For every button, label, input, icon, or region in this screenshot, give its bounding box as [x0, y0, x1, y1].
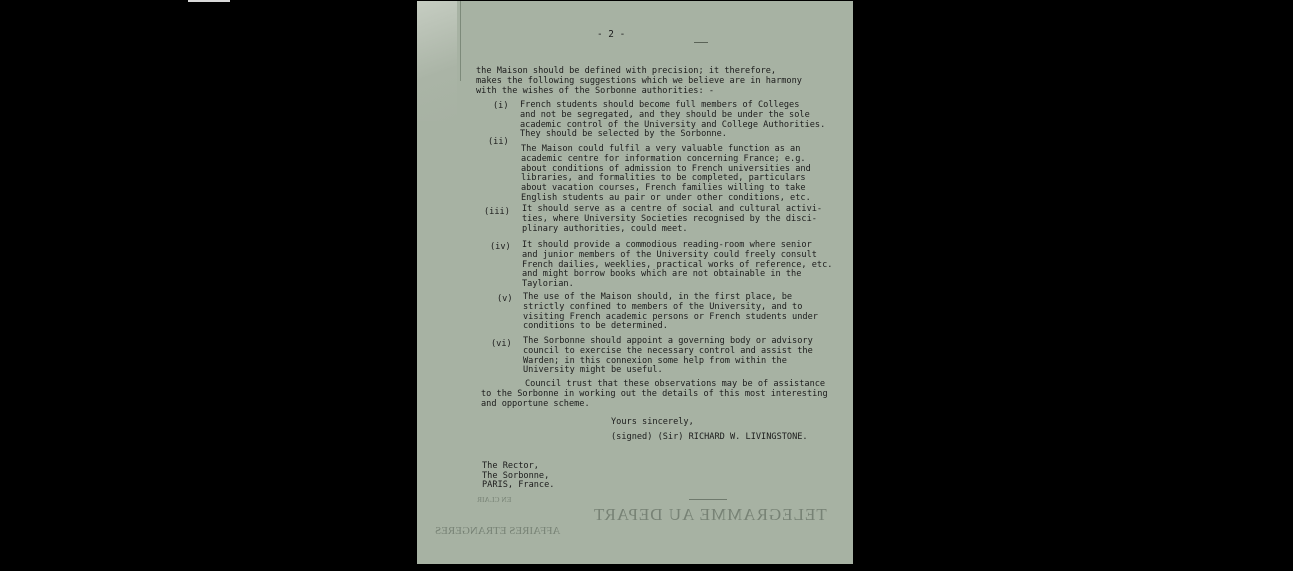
item-line: The use of the Maison should, in the first place, be: [523, 292, 793, 302]
item-line: University might be useful.: [523, 365, 663, 376]
intro-line: makes the following suggestions which we believe are in harmony: [476, 75, 802, 86]
item-number: (iv): [490, 242, 511, 252]
item-line: about conditions of admission to French universities and: [521, 163, 811, 174]
closing-paragraph: [481, 380, 828, 409]
item-number: (i): [493, 101, 509, 111]
closing-line: Council trust that these observations may be of assistance: [525, 379, 826, 389]
item-text: [522, 205, 822, 234]
item-text: [521, 145, 811, 204]
item-line: council to exercise the necessary control and assist the: [523, 345, 813, 356]
header-dash: [694, 42, 708, 43]
item-line: Taylorian.: [522, 279, 574, 290]
item-line: plinary authorities, could meet.: [522, 223, 688, 234]
address-line: The Sorbonne,: [482, 470, 550, 481]
item-line: libraries, and formalities to be completed, particulars: [521, 173, 806, 184]
stamp-rule: [689, 499, 727, 500]
item-line: and not be segregated, and they should be under the sole: [520, 109, 810, 120]
item-line: conditions to be determined.: [523, 321, 668, 332]
item-text: [523, 337, 813, 376]
item-line: The Sorbonne should appoint a governing body or advisory: [523, 336, 813, 346]
affaires-stamp: AFFAIRES ETRANGERES: [435, 525, 561, 537]
item-text: [523, 293, 818, 332]
signature: (signed) (Sir) RICHARD W. LIVINGSTONE.: [611, 432, 808, 442]
item-line: academic control of the University and College Authorities.: [520, 119, 826, 130]
item-line: They should be selected by the Sorbonne.: [520, 129, 727, 140]
en-clair-stamp: EN CLAIR: [477, 495, 512, 504]
item-number: (ii): [488, 137, 509, 147]
item-line: and junior members of the University could freely consult: [522, 249, 817, 260]
item-line: strictly confined to members of the University, and to: [523, 301, 803, 312]
salutation: Yours sincerely,: [611, 417, 694, 427]
recipient-address: [482, 462, 554, 491]
intro-line: with the wishes of the Sorbonne authorities: -: [476, 85, 714, 96]
intro-line: the Maison should be defined with precision; it therefore,: [476, 66, 777, 76]
address-line: PARIS, France.: [482, 480, 555, 491]
document-page: [417, 1, 853, 564]
item-line: It should serve as a centre of social and cultural activi-: [522, 204, 823, 214]
item-number: (vi): [491, 339, 512, 349]
item-line: ties, where University Societies recognised by the disci-: [522, 213, 817, 224]
item-line: and might borrow books which are not obtainable in the: [522, 269, 802, 280]
item-line: The Maison could fulfil a very valuable function as an: [521, 144, 801, 154]
top-edge-mark: [188, 0, 230, 2]
item-text: [520, 101, 825, 140]
item-line: English students au pair or under other conditions, etc.: [521, 192, 811, 203]
address-line: The Rector,: [482, 461, 539, 471]
item-line: Warden; in this connexion some help from within the: [523, 355, 787, 366]
item-number: (iii): [484, 207, 510, 217]
item-number: (v): [497, 294, 513, 304]
page-number: - 2 -: [597, 29, 626, 40]
page-fold-edge: [460, 1, 461, 81]
item-line: It should provide a commodious reading-room where senior: [522, 240, 812, 250]
item-line: French dailies, weeklies, practical works of reference, etc.: [522, 259, 833, 270]
telegram-stamp: TELEGRAMME AU DEPART: [593, 505, 827, 524]
item-line: academic centre for information concerning France; e.g.: [521, 153, 806, 164]
intro-paragraph: [476, 67, 802, 96]
item-line: French students should become full members of Colleges: [520, 100, 800, 110]
item-line: visiting French academic persons or French students under: [523, 311, 818, 322]
closing-line: and opportune scheme.: [481, 398, 590, 409]
item-text: [522, 241, 832, 290]
item-line: about vacation courses, French families willing to take: [521, 183, 806, 194]
closing-line: to the Sorbonne in working out the details of this most interesting: [481, 388, 828, 399]
